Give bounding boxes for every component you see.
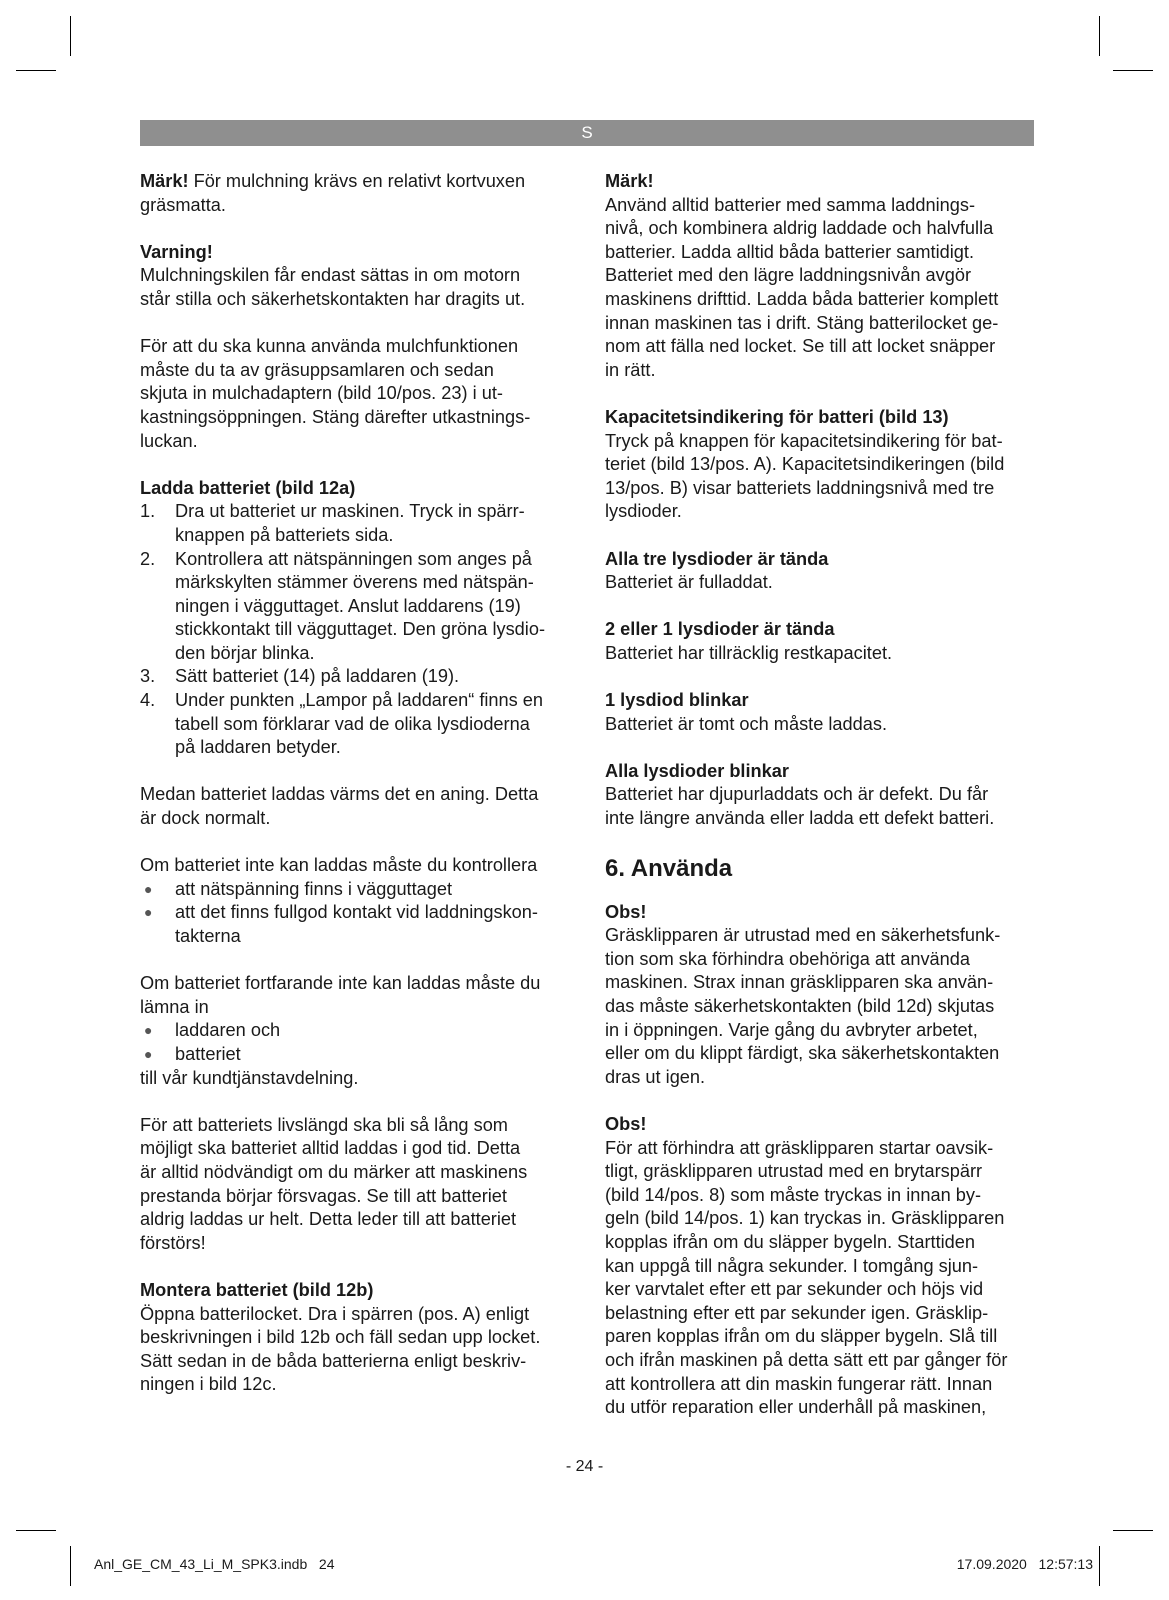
text-line: att nätspänning finns i vägguttaget — [175, 878, 453, 899]
text-line: möjligt ska batteriet alltid laddas i god tid. Detta — [140, 1138, 521, 1159]
text-line: prestanda börjar försvagas. Se till att batteriet — [140, 1185, 507, 1206]
text-line: teriet (bild 13/pos. A). Kapacitetsindikeringen (bild — [605, 454, 1005, 475]
text-line: kan uppgå till några sekunder. I tomgång sjun- — [605, 1255, 979, 1276]
led-status-all-blinking — [605, 760, 1030, 831]
status-heading: Alla lysdioder blinkar — [605, 760, 789, 781]
bullet-icon: ● — [144, 880, 153, 897]
text-line: att det finns fullgod kontakt vid laddningskon- — [175, 902, 538, 923]
note-label: Märk! — [140, 171, 189, 191]
text-line: skjuta in mulchadaptern (bild 10/pos. 23) i ut- — [140, 383, 503, 404]
text-line: Batteriet har djupurladdats och är defekt. Du får — [605, 784, 989, 805]
bullet-item — [140, 1043, 580, 1067]
list-item — [140, 548, 580, 666]
list-number: 1. — [140, 501, 156, 522]
text-line: måste du ta av gräsuppsamlaren och sedan — [140, 359, 494, 380]
text-line: Använd alltid batterier med samma laddnings- — [605, 194, 976, 215]
mulch-paragraph — [140, 335, 580, 453]
crop-mark — [16, 70, 56, 71]
warning-heading: Varning! — [140, 241, 213, 262]
text-line: tligt, gräsklipparen utrustad med en brytarspärr — [605, 1161, 983, 1182]
bullet-item — [140, 1019, 580, 1043]
section-heading: Montera batteriet (bild 12b) — [140, 1279, 374, 1300]
text-line: kopplas ifrån om du släpper bygeln. Starttiden — [605, 1231, 976, 1252]
text-line: Batteriet är fulladdat. — [605, 572, 773, 593]
led-status-all-on — [605, 548, 1030, 595]
text-line: till vår kundtjänstavdelning. — [140, 1067, 359, 1088]
crop-mark — [70, 1546, 71, 1586]
text-line: Medan batteriet laddas värms det en aning. Detta — [140, 784, 539, 805]
text-line: Batteriet är tomt och måste laddas. — [605, 713, 888, 734]
text-line: du utför reparation eller underhåll på maskinen, — [605, 1397, 987, 1418]
crop-mark — [70, 16, 71, 56]
text-line — [140, 170, 580, 194]
text-line: märkskylten stämmer överens med nätspän- — [175, 572, 534, 593]
text-line: batteriet — [175, 1043, 241, 1064]
text-line: Sätt sedan in de båda batterierna enligt beskriv- — [140, 1350, 527, 1371]
text-line: luckan. — [140, 430, 198, 451]
left-column — [140, 170, 580, 1420]
text-line: Öppna batterilocket. Dra i spärren (pos. A) enligt — [140, 1303, 530, 1324]
text-line: aldrig laddas ur helt. Detta leder till att batteriet — [140, 1209, 517, 1230]
text-line: Gräsklipparen är utrustad med en säkerhetsfunk- — [605, 925, 1001, 946]
text-line: beskrivningen i bild 12b och fäll sedan upp locket. — [140, 1327, 541, 1348]
text-line: inte längre använda eller ladda ett defekt batteri. — [605, 808, 995, 829]
text-line: Tryck på knappen för kapacitetsindikering för bat- — [605, 430, 1003, 451]
text-line: lämna in — [140, 996, 209, 1017]
language-header-bar — [140, 120, 1034, 146]
list-item — [140, 665, 580, 689]
text-line: lysdioder. — [605, 501, 682, 522]
text-line: stickkontakt till vägguttaget. Den gröna lysdio- — [175, 619, 546, 640]
section-heading: Kapacitetsindikering för batteri (bild 13) — [605, 406, 949, 427]
caution-heading: Obs! — [605, 901, 647, 922]
text-line: Sätt batteriet (14) på laddaren (19). — [175, 666, 460, 687]
language-code: S — [581, 123, 593, 142]
list-number: 3. — [140, 666, 156, 687]
note-heading: Märk! — [605, 171, 654, 191]
text-line: takterna — [175, 926, 241, 946]
section-heading: Ladda batteriet (bild 12a) — [140, 477, 356, 498]
bullet-icon: ● — [144, 1045, 153, 1062]
text-line: Kontrollera att nätspänningen som anges på — [175, 548, 532, 569]
text-line: in rätt. — [605, 359, 656, 380]
text-line: (bild 14/pos. 8) som måste tryckas in innan by- — [605, 1184, 982, 1205]
text-line: För att batteriets livslängd ska bli så lång som — [140, 1114, 508, 1135]
crop-mark — [1113, 70, 1153, 71]
text-line: För att du ska kunna använda mulchfunktionen — [140, 336, 519, 357]
text-line: att kontrollera att din maskin fungerar rätt. Innan — [605, 1373, 993, 1394]
status-heading: Alla tre lysdioder är tända — [605, 548, 829, 569]
crop-mark — [1099, 16, 1100, 56]
text-line: ker varvtalet efter ett par sekunder och höjs vid — [605, 1279, 984, 1300]
list-number: 2. — [140, 548, 156, 569]
print-timestamp: 17.09.2020 12:57:13 — [956, 1556, 1093, 1572]
crop-mark — [1113, 1530, 1153, 1531]
text-line: Mulchningskilen får endast sättas in om motorn — [140, 265, 521, 286]
text-line: nivå, och kombinera aldrig laddade och halvfulla — [605, 218, 994, 239]
bullet-item — [140, 878, 580, 902]
note-text: För mulchning krävs en relativt kortvuxen — [193, 171, 526, 191]
text-line: belastning efter ett par sekunder igen. Gräsklip- — [605, 1302, 989, 1323]
text-line: dras ut igen. — [605, 1066, 706, 1087]
right-column — [605, 170, 1030, 1443]
crop-mark — [16, 1530, 56, 1531]
text-line: eller om du klippt färdigt, ska säkerhetskontakten — [605, 1043, 1000, 1064]
led-status-partial — [605, 618, 1030, 665]
text-line: och ifrån maskinen på detta sätt ett par gånger för — [605, 1349, 1008, 1370]
text-line: tion som ska förhindra obehöriga att använda — [605, 948, 970, 969]
text-line: 13/pos. B) visar batteriets laddningsnivå med tre — [605, 477, 995, 498]
list-item — [140, 500, 580, 547]
caution-heading: Obs! — [605, 1113, 647, 1134]
text-line: laddaren och — [175, 1020, 281, 1041]
text-line: Dra ut batteriet ur maskinen. Tryck in spärr- — [175, 501, 525, 522]
text-line: förstörs! — [140, 1232, 206, 1253]
mount-battery-section — [140, 1279, 580, 1397]
return-list-block — [140, 972, 580, 1090]
list-number: 4. — [140, 690, 156, 711]
file-slug: Anl_GE_CM_43_Li_M_SPK3.indb 24 — [94, 1556, 335, 1572]
text-line: paren kopplas ifrån om du släpper bygeln. Slå till — [605, 1326, 998, 1347]
text-line: Batteriet har tillräcklig restkapacitet. — [605, 642, 893, 663]
page-number: - 24 - — [565, 1458, 604, 1475]
list-item — [140, 689, 580, 760]
check-list-block — [140, 854, 580, 948]
text-line: Under punkten „Lampor på laddaren“ finns en — [175, 690, 544, 711]
caution-block-2 — [605, 1113, 1030, 1420]
chapter-title: 6. Använda — [605, 854, 733, 882]
text-line: tabell som förklarar vad de olika lysdioderna — [175, 713, 530, 734]
capacity-indicator-section — [605, 406, 1030, 524]
caution-block-1 — [605, 901, 1030, 1090]
crop-mark — [1099, 1546, 1100, 1586]
text-line: in i öppningen. Varje gång du avbryter arbetet, — [605, 1019, 978, 1040]
status-heading: 2 eller 1 lysdioder är tända — [605, 619, 835, 640]
text-line: nom att fälla ned locket. Se till att locket snäpper — [605, 336, 996, 357]
text-line: das måste säkerhetskontakten (bild 12d) skjutas — [605, 996, 995, 1016]
text-line: på laddaren betyder. — [175, 737, 341, 758]
warming-paragraph — [140, 783, 580, 830]
text-line: geln (bild 14/pos. 1) kan tryckas in. Gräsklipparen — [605, 1208, 1005, 1229]
text-line: innan maskinen tas i drift. Stäng batterilocket ge- — [605, 312, 999, 333]
text-line: är alltid nödvändigt om du märker att maskinens — [140, 1161, 528, 1182]
note-block — [605, 170, 1030, 382]
text-line: maskinens drifttid. Ladda båda batterier komplett — [605, 288, 999, 309]
text-line: den börjar blinka. — [175, 642, 315, 663]
text-line: ningen i vägguttaget. Anslut laddarens (19) — [175, 595, 521, 616]
bullet-icon: ● — [144, 1022, 153, 1039]
text-line: Batteriet med den lägre laddningsnivån avgör — [605, 265, 972, 286]
text-line: kastningsöppningen. Stäng därefter utkastnings- — [140, 406, 531, 427]
led-status-one-blinking — [605, 689, 1030, 736]
charge-battery-section — [140, 477, 580, 760]
battery-life-paragraph — [140, 1114, 580, 1256]
mulch-note — [140, 170, 580, 217]
text-line: batterier. Ladda alltid båda batterier samtidigt. — [605, 241, 975, 262]
text-line: Om batteriet fortfarande inte kan laddas måste du — [140, 973, 541, 994]
status-heading: 1 lysdiod blinkar — [605, 690, 749, 711]
text-line: är dock normalt. — [140, 808, 271, 829]
bullet-item — [140, 901, 580, 948]
text-line: maskinen. Strax innan gräsklipparen ska använ- — [605, 972, 994, 993]
text-line: ningen i bild 12c. — [140, 1374, 277, 1395]
warning-block — [140, 241, 580, 312]
text-line: För att förhindra att gräsklipparen startar oavsik- — [605, 1137, 994, 1158]
text-line: gräsmatta. — [140, 194, 226, 215]
text-line: knappen på batteriets sida. — [175, 524, 394, 545]
text-line: Om batteriet inte kan laddas måste du kontrollera — [140, 855, 538, 876]
bullet-icon: ● — [144, 904, 153, 921]
text-line: står stilla och säkerhetskontakten har dragits ut. — [140, 288, 526, 309]
